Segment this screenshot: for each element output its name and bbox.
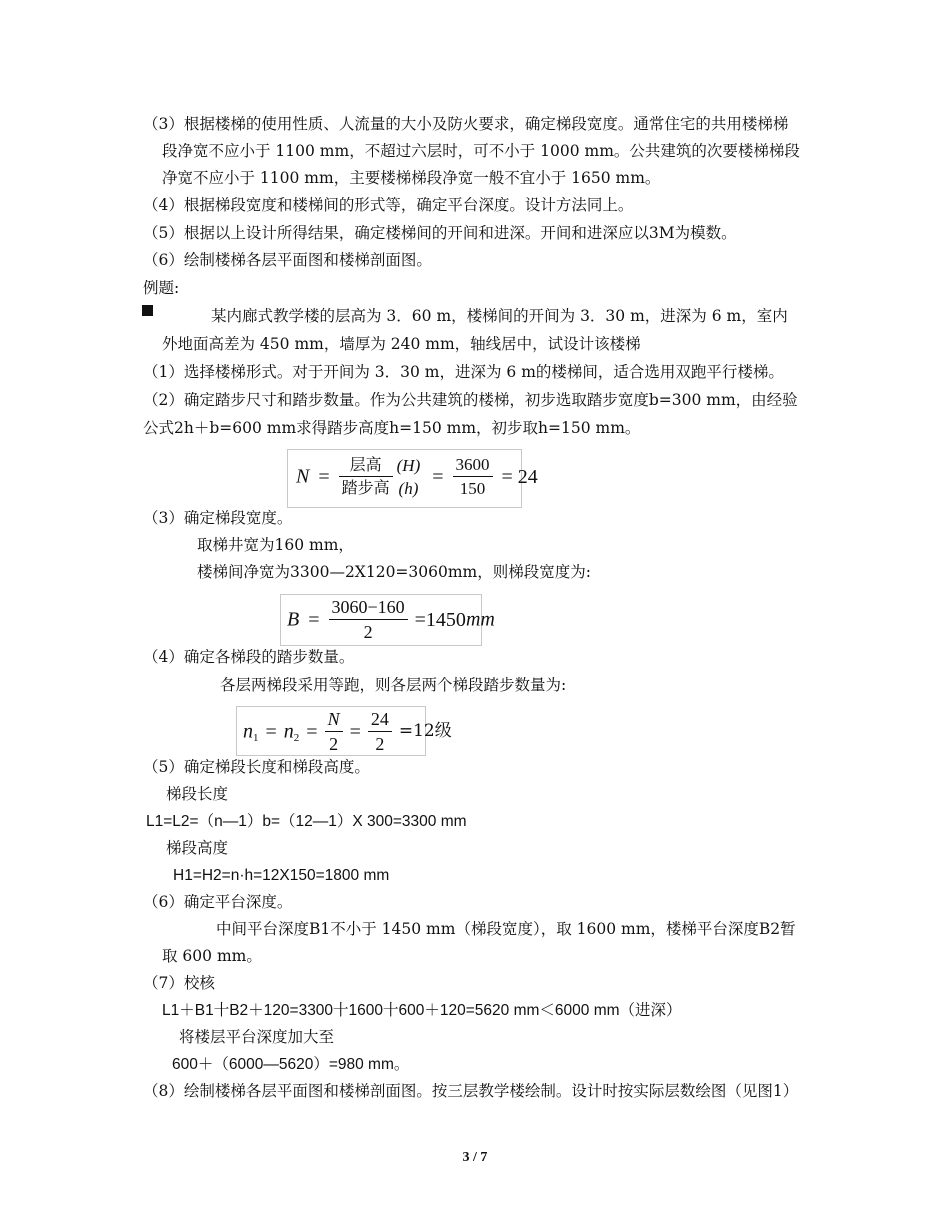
- eq1-fraction-symbols: [394, 457, 424, 497]
- eq1-den-words: 踏步高: [341, 478, 390, 497]
- step3-line3: 净宽不应小于 1100 mm，主要楼梯梯段净宽一般不宜小于 1650 mm。: [162, 169, 661, 187]
- eq2-numerator: 3060−160: [329, 598, 408, 620]
- eq3-n2: n: [283, 720, 294, 743]
- eq1-num-words: 层高: [339, 457, 393, 477]
- eq2-result: =1450: [414, 608, 466, 631]
- net-width-line: 楼梯间净宽为3300—2X120=3060mm，则梯段宽度为:: [197, 563, 591, 581]
- step5-line: （5）根据以上设计所得结果，确定楼梯间的开间和进深。开间和进深应以3M为模数。: [143, 224, 737, 242]
- solution-step8: （8）绘制楼梯各层平面图和楼梯剖面图。按三层教学楼绘制。设计时按实际层数绘图（见图1）: [143, 1082, 799, 1100]
- page-number: 3 / 7: [462, 1150, 488, 1165]
- flight-height-formula: H1=H2=n·h=12X150=1800 mm: [173, 867, 390, 884]
- solution-step7-heading: （7）校核: [143, 974, 215, 992]
- increase-depth-formula: 600＋（6000—5620）=980 mm。: [172, 1056, 410, 1073]
- bullet-square-icon: [142, 305, 153, 316]
- eq1-fraction-words: [339, 457, 393, 496]
- eq3-n1: n: [243, 720, 253, 743]
- step3-line1: （3）根据楼梯的使用性质、人流量的大小及防火要求，确定梯段宽度。通常住宅的共用楼梯梯: [143, 115, 789, 133]
- landing-depth-line2: 取 600 mm。: [162, 947, 262, 965]
- stairwell-width-line: 取梯井宽为160 mm，: [197, 536, 354, 554]
- eq1-fraction-values: [453, 456, 493, 497]
- solution-step6-heading: （6）确定平台深度。: [143, 893, 293, 911]
- check-formula: L1＋B1十B2＋120=3300十1600十600＋120=5620 mm＜6000 mm（进深）: [162, 1002, 682, 1019]
- example-heading: 例题:: [143, 279, 180, 297]
- eq3-sub2: 2: [293, 732, 300, 745]
- equation-steps-per-flight: $n_1 = n_2$ = $\frac{N}{2}$ = $\frac{24}{2}$ =12级: [236, 706, 426, 756]
- example-problem-line1: 某内廊式教学楼的层高为 3．60 m，楼梯间的开间为 3．30 m，进深为 6 m，室内: [211, 307, 788, 325]
- eq3-fraction-symbol: [325, 710, 343, 753]
- eq3-result: =12级: [398, 721, 452, 741]
- eq1-num-value: 3600: [453, 456, 493, 477]
- eq1-den-symbol: (h): [398, 478, 419, 498]
- equal-runs-line: 各层两梯段采用等跑，则各层两个梯段踏步数量为:: [220, 676, 567, 694]
- solution-step2-line1: （2）确定踏步尺寸和踏步数量。作为公共建筑的楼梯，初步选取踏步宽度b=300 mm，由经验: [143, 391, 798, 409]
- eq2-equals: =: [308, 608, 320, 631]
- eq2-fraction: [329, 598, 408, 641]
- eq1-num-symbol: (H): [396, 455, 421, 475]
- flight-length-formula: L1=L2=（n—1）b=（12—1）X 300=3300 mm: [146, 813, 467, 830]
- solution-step4-heading: （4）确定各梯段的踏步数量。: [143, 648, 355, 666]
- eq2-unit: mm: [465, 608, 495, 631]
- eq3-fraction-value: [368, 710, 392, 753]
- eq3-num-value: 24: [368, 710, 392, 732]
- equation-step-count: N = $\frac{\text{层高}}{\text{踏步高}}$ (H) (h) = $\frac{3600}{150}$ = 24: [287, 449, 522, 508]
- equation-flight-width: [280, 594, 495, 646]
- step3-line2: 段净宽不应小于 1100 mm，不超过六层时，可不小于 1000 mm。公共建筑的次要楼梯梯段: [162, 142, 800, 160]
- step4-line: （4）根据梯段宽度和楼梯间的形式等，确定平台深度。设计方法同上。: [143, 196, 634, 214]
- eq1-result: = 24: [501, 465, 538, 488]
- flight-height-label: 梯段高度: [166, 839, 229, 857]
- eq1-den-value: 150: [459, 479, 486, 498]
- eq3-den-value: 2: [375, 734, 385, 754]
- eq2-denominator: 2: [363, 622, 373, 642]
- solution-step1: （1）选择楼梯形式。对于开间为 3．30 m，进深为 6 m的楼梯间，适合选用双跑平行楼梯。: [143, 363, 784, 381]
- eq3-sub1: 1: [253, 732, 259, 745]
- solution-step3-heading: （3）确定梯段宽度。: [143, 509, 293, 527]
- eq3-num-symbol: N: [325, 710, 343, 732]
- flight-length-label: 梯段长度: [166, 785, 229, 803]
- eq3-den-symbol: 2: [329, 734, 339, 754]
- solution-step5-heading: （5）确定梯段长度和梯段高度。: [143, 758, 370, 776]
- landing-depth-line1: 中间平台深度B1不小于 1450 mm（梯段宽度），取 1600 mm，楼梯平台深度B2暂: [216, 920, 796, 938]
- solution-step2-line2: 公式2h＋b=600 mm求得踏步高度h=150 mm，初步取h=150 mm。: [143, 419, 641, 437]
- step6-line: （6）绘制楼梯各层平面图和楼梯剖面图。: [143, 251, 432, 269]
- eq1-lhs: N: [296, 465, 310, 488]
- example-problem-line2: 外地面高差为 450 mm，墙厚为 240 mm，轴线居中，试设计该楼梯: [162, 335, 641, 353]
- eq1-equals: =: [318, 465, 330, 488]
- eq2-lhs: B: [287, 608, 300, 631]
- increase-depth-line: 将楼层平台深度加大至: [179, 1028, 335, 1046]
